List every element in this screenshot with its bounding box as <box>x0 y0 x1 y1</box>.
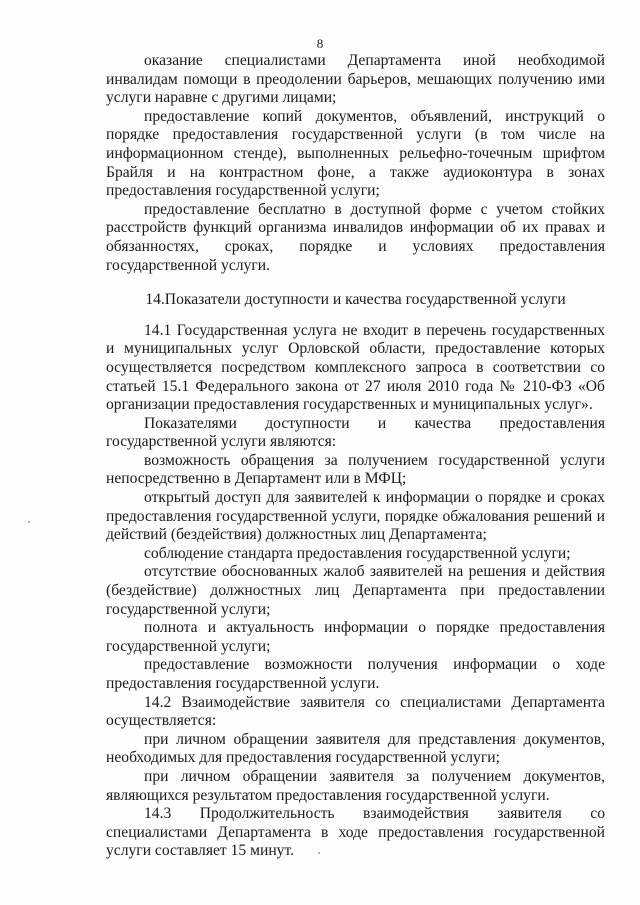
paragraph: возможность обращения за получением государственной услуги непосредственно в Департамент или в МФЦ; <box>106 451 605 488</box>
section-heading: 14.Показатели доступности и качества государственной услуги <box>145 291 566 309</box>
paragraph: открытый доступ для заявителей к информации о порядке и сроках предоставления государственной услуги, порядке обжалования решений и действий (бездействия) должностных лиц Департамента; <box>106 489 605 544</box>
paragraph: отсутствие обоснованных жалоб заявителей на решения и действия (бездействие) должностных лиц Департамента при предоставлении государственной услуги; <box>106 563 605 618</box>
scan-speck <box>318 852 320 854</box>
paragraph: оказание специалистами Департамента иной необходимой инвалидам помощи в преодолении барьеров, мешающих получению ими услуги наравне с другими лицами; <box>106 52 605 107</box>
paragraph: полнота и актуальность информации о порядке предоставления государственной услуги; <box>106 619 605 655</box>
page-number: 8 <box>316 36 324 51</box>
paragraph: соблюдение стандарта предоставления государственной услуги; <box>144 544 571 562</box>
scan-speck <box>28 521 30 523</box>
paragraph: при личном обращении заявителя за получением документов, являющихся результатом предоставления государственной услуги. <box>106 767 605 804</box>
paragraph: предоставление копий документов, объявлений, инструкций о порядке предоставления государственной услуги (в том числе на информационном стенде), выполненных рельефно-точечным шрифтом Брайля и на контрастном фоне, а также аудиоконтура в зонах предоставления государственной услуги; <box>106 107 605 200</box>
paragraph: 14.3 Продолжительность взаимодействия заявителя со специалистами Департамента в ходе предоставления государственной услуги составляет 15 минут. <box>106 805 605 860</box>
paragraph: 14.1 Государственная услуга не входит в перечень государственных и муниципальных услуг Орловской области, предоставление которых осуществляется посредством комплексного запроса в соответствии со статьей 15.1 Федерального закона от 27 июля 2010 года № 210-ФЗ «Об организации предоставления государственных и муниципальных услуг». <box>106 321 605 414</box>
paragraph: предоставление возможности получения информации о ходе предоставления государственной услуги. <box>106 656 605 692</box>
document-body <box>106 52 605 861</box>
paragraph: предоставление бесплатно в доступной форме с учетом стойких расстройств функций организма инвалидов информации об их правах и обязанностях, сроках, порядке и условиях предоставления государственной услуги. <box>106 200 605 274</box>
paragraph: при личном обращении заявителя для представления документов, необходимых для предоставления государственной услуги; <box>106 730 605 767</box>
paragraph: Показателями доступности и качества предоставления государственной услуги являются: <box>106 414 605 451</box>
paragraph: 14.2 Взаимодействие заявителя со специалистами Департамента осуществляется: <box>106 693 605 730</box>
